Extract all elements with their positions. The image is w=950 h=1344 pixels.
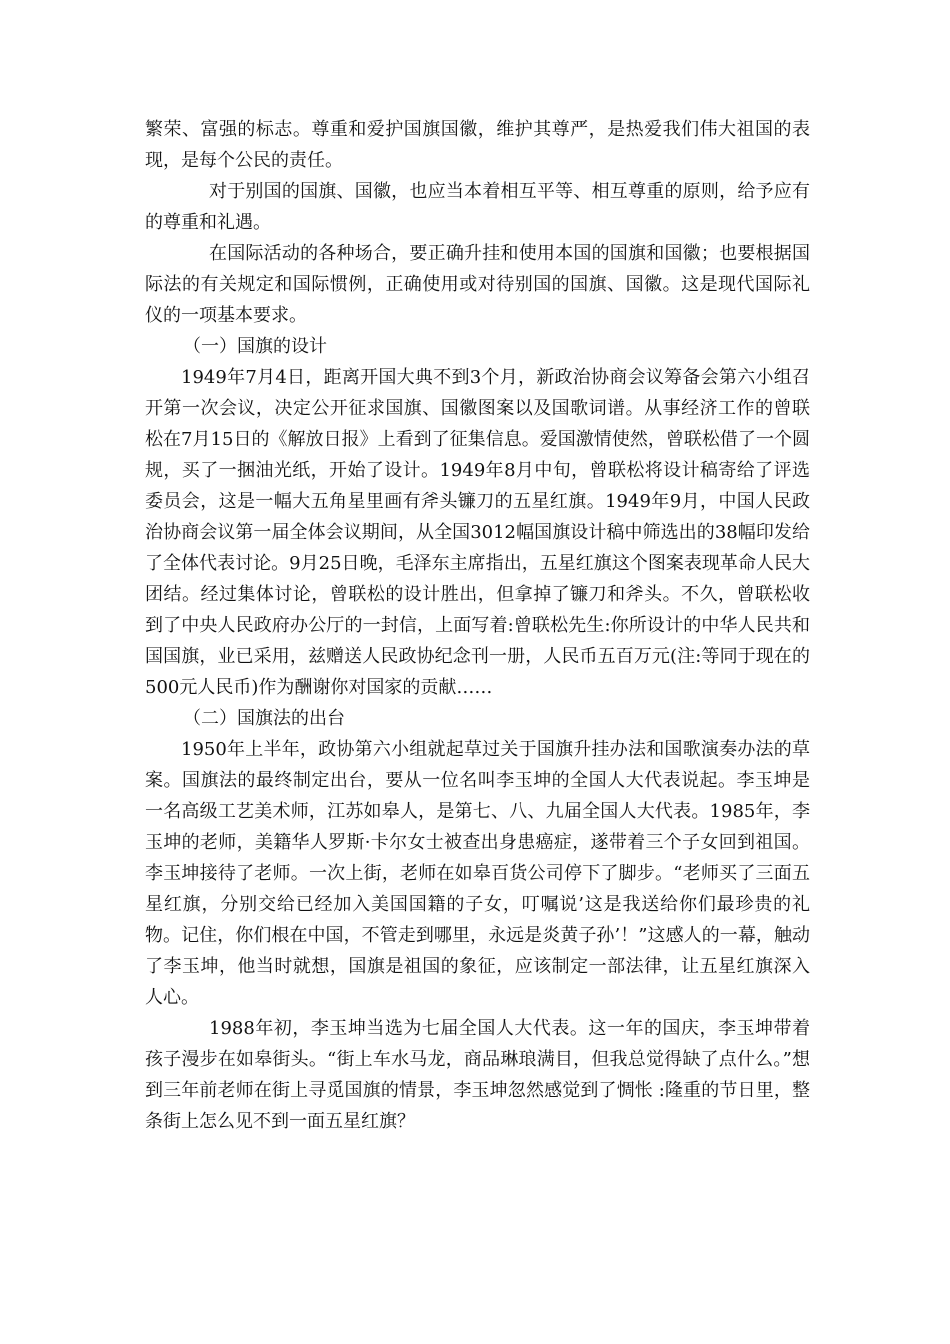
section-heading-flag-design: （一）国旗的设计 [183, 336, 327, 357]
paragraph-foreign-flags: 对于别国的国旗、国徽，也应当本着相互平等、相互尊重的原则，给予应有的尊重和礼遇。 [145, 181, 810, 233]
paragraph-international-etiquette: 在国际活动的各种场合，要正确升挂和使用本国的国旗和国徽；也要根据国际法的有关规定和国际惯例，正确使用或对待别国的国旗、国徽。这是现代国际礼仪的一项基本要求。 [145, 243, 810, 326]
paragraph-flag-law: 1950年上半年，政协第六小组就起草过关于国旗升挂办法和国歌演奏办法的草案。国旗法的最终制定出台，要从一位名叫李玉坤的全国人大代表说起。李玉坤是一名高级工艺美术师，江苏如皋人，是第七、八、九届全国人大代表。1985年，李玉坤的老师，美籍华人罗斯·卡尔女士被查出身患癌症，遂带着三个子女回到祖国。李玉坤接待了老师。一次上街，老师在如皋百货公司停下了脚步。“老师买了三面五星红旗，分别交给已经加入美国国籍的子女，叮嘱说’这是我送给你们最珍贵的礼物。记住，你们根在中国，不管走到哪里，永远是炎黄子孙’！”这感人的一幕，触动了李玉坤，他当时就想，国旗是祖国的象征，应该制定一部法律，让五星红旗深入人心。 [145, 739, 810, 1008]
section-heading-flag-law: （二）国旗法的出台 [183, 708, 345, 729]
paragraph-continued: 繁荣、富强的标志。尊重和爱护国旗国徽，维护其尊严，是热爱我们伟大祖国的表现，是每个公民的责任。 [145, 119, 810, 171]
document-body [145, 114, 810, 1137]
paragraph-flag-design: 1949年7月4日，距离开国大典不到3个月，新政治协商会议筹备会第六小组召开第一次会议，决定公开征求国旗、国徽图案以及国歌词谱。从事经济工作的曾联松在7月15日的《解放日报》上看到了征集信息。爱国激情使然，曾联松借了一个圆规，买了一捆油光纸，开始了设计。1949年8月中旬，曾联松将设计稿寄给了评选委员会，这是一幅大五角星里画有斧头镰刀的五星红旗。1949年9月，中国人民政治协商会议第一届全体会议期间，从全国3012幅国旗设计稿中筛选出的38幅印发给了全体代表讨论。9月25日晚，毛泽东主席指出，五星红旗这个图案表现革命人民大团结。经过集体讨论，曾联松的设计胜出，但拿掉了镰刀和斧头。不久，曾联松收到了中央人民政府办公厅的一封信，上面写着:曾联松先生:你所设计的中华人民共和国国旗，业已采用，兹赠送人民政协纪念刊一册，人民币五百万元(注:等同于现在的500元人民币)作为酬谢你对国家的贡献…… [145, 367, 810, 698]
paragraph-1988: 1988年初，李玉坤当选为七届全国人大代表。这一年的国庆，李玉坤带着孩子漫步在如皋街头。“街上车水马龙，商品琳琅满目，但我总觉得缺了点什么。”想到三年前老师在街上寻觅国旗的情景，李玉坤忽然感觉到了惆怅 :隆重的节日里，整条街上怎么见不到一面五星红旗？ [145, 1018, 810, 1132]
